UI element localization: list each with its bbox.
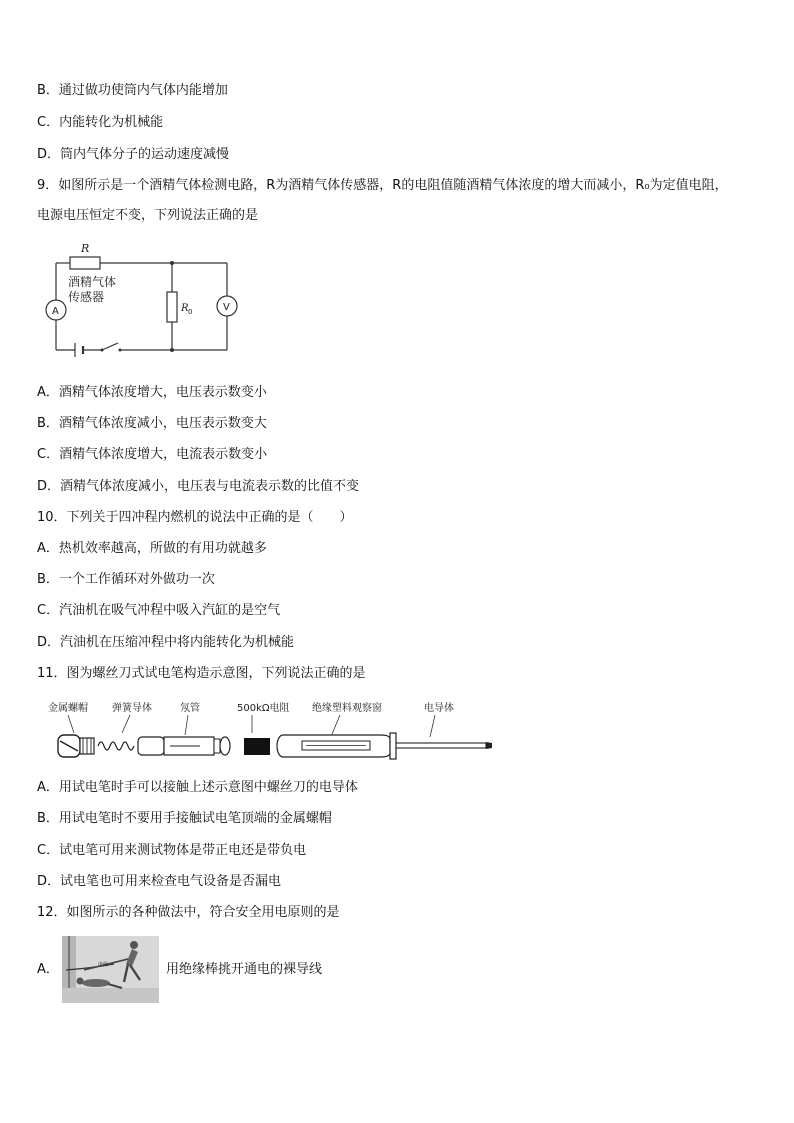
q9-option-b: B．酒精气体浓度减小，电压表示数变大 <box>37 416 267 431</box>
spring <box>98 742 134 750</box>
neon-tube <box>138 737 230 755</box>
resistor-label: 500kΩ电阻 <box>237 703 290 714</box>
q11-option-d: D．试电笔也可用来检查电气设备是否漏电 <box>37 874 282 889</box>
resistor-500k <box>244 738 270 755</box>
neon-label: 氖管 <box>180 703 200 714</box>
sensor-resistor <box>70 257 100 269</box>
q9-stem-line1: 9．如图所示是一个酒精气体检测电路，R为酒精气体传感器，R的电阻值随酒精气体浓度的增大而减小，R₀为定值电阻， <box>37 178 728 193</box>
q11-stem: 11．图为螺丝刀式试电笔构造示意图，下列说法正确的是 <box>37 666 366 681</box>
q9-option-a: A．酒精气体浓度增大，电压表示数变小 <box>37 385 267 400</box>
q11-option-b: B．用试电笔时不要用手接触试电笔顶端的金属螺帽 <box>37 811 332 826</box>
alcohol-sensor-circuit <box>40 238 240 358</box>
q8-option-c: C．内能转化为机械能 <box>37 115 164 130</box>
test-pen-diagram <box>40 697 500 767</box>
q12-option-a-label: A． <box>37 962 59 977</box>
metal-cap <box>58 735 94 757</box>
q8-option-b: B．通过做功使筒内气体内能增加 <box>37 83 228 98</box>
q8-option-d: D．筒内气体分子的运动速度减慢 <box>37 147 230 162</box>
q10-stem: 10．下列关于四冲程内燃机的说法中正确的是（ ） <box>37 510 353 525</box>
sensor-label-1: 酒精气体 <box>68 275 117 289</box>
q9-option-c: C．酒精气体浓度增大，电流表示数变小 <box>37 447 268 462</box>
q12-option-a-text: 用绝缘棒挑开通电的裸导线 <box>166 962 323 977</box>
wire-tag: 电线 <box>98 962 109 968</box>
conductor-shaft <box>396 742 492 749</box>
q10-option-c: C．汽油机在吸气冲程中吸入汽缸的是空气 <box>37 603 281 618</box>
q12-stem: 12．如图所示的各种做法中，符合安全用电原则的是 <box>37 905 340 920</box>
spring-label: 弹簧导体 <box>112 703 152 714</box>
q10-option-a: A．热机效率越高，所做的有用功就越多 <box>37 541 267 556</box>
handle <box>277 733 396 759</box>
q11-option-a: A．用试电笔时手可以接触上述示意图中螺丝刀的电导体 <box>37 780 358 795</box>
voltmeter-label: V <box>223 302 230 313</box>
window-label: 绝缘塑料观察窗 <box>312 703 382 714</box>
insulated-rod-illustration <box>62 936 159 1003</box>
r0-label: R <box>181 303 189 314</box>
q11-option-c: C．试电笔可用来测试物体是带正电还是带负电 <box>37 843 307 858</box>
conductor-label: 电导体 <box>424 703 454 714</box>
ammeter-label: A <box>52 306 59 317</box>
sensor-label-2: 传感器 <box>68 290 105 304</box>
q9-option-d: D．酒精气体浓度减小，电压表与电流表示数的比值不变 <box>37 479 360 494</box>
metal-cap-label: 金属螺帽 <box>48 703 88 714</box>
r0-subscript: 0 <box>188 308 193 316</box>
q10-option-b: B．一个工作循环对外做功一次 <box>37 572 215 587</box>
q9-stem-line2: 电源电压恒定不变，下列说法正确的是 <box>37 208 259 223</box>
fixed-resistor <box>167 292 177 322</box>
q10-option-d: D．汽油机在压缩冲程中将内能转化为机械能 <box>37 635 295 650</box>
r-label: R <box>81 242 90 255</box>
